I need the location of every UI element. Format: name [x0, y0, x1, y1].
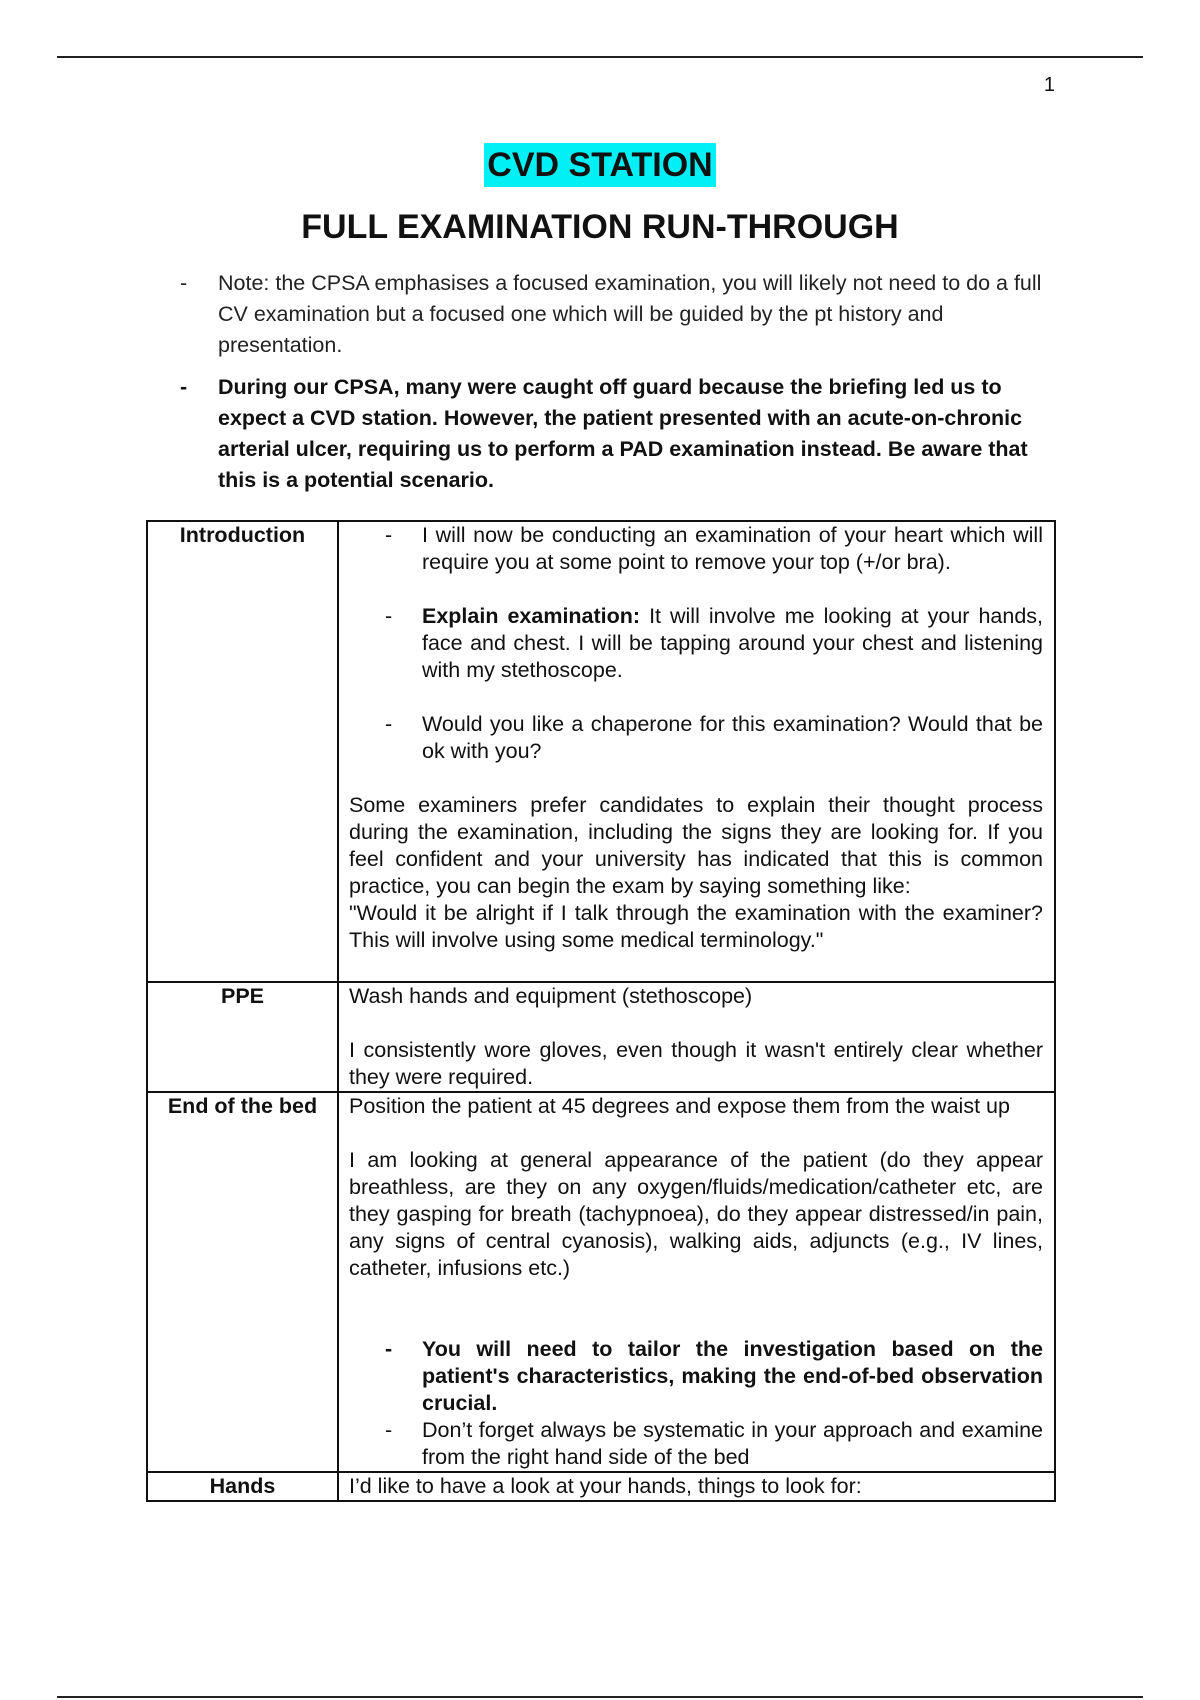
row-label: PPE [147, 982, 338, 1092]
list-item [349, 711, 1043, 765]
note-item [180, 268, 1060, 361]
footer-rule [57, 1696, 1143, 1698]
list-item-text: Don’t forget always be systematic in your approach and examine from the right hand side of the bed [422, 1418, 1043, 1469]
list-item-text: Would you like a chaperone for this examination? Would that be ok with you? [422, 712, 1043, 763]
page-title: CVD STATION [484, 143, 715, 187]
list-item [349, 1336, 1043, 1417]
paragraph: I am looking at general appearance of the patient (do they appear breathless, are they on any oxygen/fluids/medication/catheter etc, are they gasping for breath (tachypnoea), do they appear distressed/in pain, any signs of central cyanosis), walking aids, adjuncts (e.g., IV lines, catheter, infusions etc.) [349, 1148, 1043, 1280]
table-row-end-of-bed [147, 1092, 1055, 1472]
list-item-text: You will need to tailor the investigation based on the patient's characteristics, making the end-of-bed observation crucial. [422, 1337, 1043, 1415]
paragraph: Wash hands and equipment (stethoscope) [349, 984, 753, 1008]
paragraph: Some examiners prefer candidates to explain their thought process during the examination, including the signs they are looking for. If you feel confident and your university has indicated that this is common practice, you can begin the exam by saying something like: [349, 793, 1043, 898]
dash-bullet: - [180, 271, 188, 295]
notes-list [180, 268, 1060, 496]
quote-text: "Would it be alright if I talk through the examination with the examiner? This will involve using some medical terminology." [349, 901, 1043, 952]
title-wrap [0, 143, 1200, 187]
paragraph: Position the patient at 45 degrees and expose them from the waist up [349, 1094, 1010, 1118]
row-content [338, 982, 1055, 1092]
table-row-hands [147, 1472, 1055, 1501]
list-item-text: I will now be conducting an examination of your heart which will require you at some point to remove your top (+/or bra). [422, 523, 1043, 574]
list-item [349, 522, 1043, 576]
row-label: Introduction [147, 521, 338, 982]
list-item-bold-text: Explain examination: [422, 604, 641, 628]
table-row-ppe [147, 982, 1055, 1092]
page-subtitle: FULL EXAMINATION RUN-THROUGH [301, 208, 899, 246]
list-item-text: It will involve me looking at your hands, face and chest. I will be tapping around your chest and listening with my stethoscope. [422, 604, 1043, 682]
row-content [338, 1092, 1055, 1472]
row-content [338, 521, 1055, 982]
row-content [338, 1472, 1055, 1501]
header-rule [57, 56, 1143, 58]
row-label: Hands [147, 1472, 338, 1501]
dash-bullet: - [385, 604, 393, 628]
note-text: Note: the CPSA emphasises a focused examination, you will likely not need to do a full CV examination but a focused one which will be guided by the pt history and presentation. [218, 271, 1042, 357]
note-item-important [180, 372, 1060, 496]
dash-bullet: - [385, 712, 393, 736]
dash-bullet: - [180, 375, 188, 399]
paragraph: I consistently wore gloves, even though it wasn't entirely clear whether they were required. [349, 1038, 1043, 1089]
page-number: 1 [1043, 74, 1055, 96]
note-text: During our CPSA, many were caught off guard because the briefing led us to expect a CVD station. However, the patient presented with an acute-on-chronic arterial ulcer, requiring us to perform a PAD examination instead. Be aware that this is a potential scenario. [218, 375, 1028, 492]
dash-bullet: - [385, 1418, 393, 1442]
list-item [349, 603, 1043, 684]
list-item [349, 1417, 1043, 1471]
examination-table [146, 520, 1056, 1502]
dash-bullet: - [385, 1337, 393, 1361]
dash-bullet: - [385, 523, 393, 547]
row-label: End of the bed [147, 1092, 338, 1472]
paragraph: I’d like to have a look at your hands, things to look for: [349, 1474, 862, 1498]
table-row-introduction [147, 521, 1055, 982]
